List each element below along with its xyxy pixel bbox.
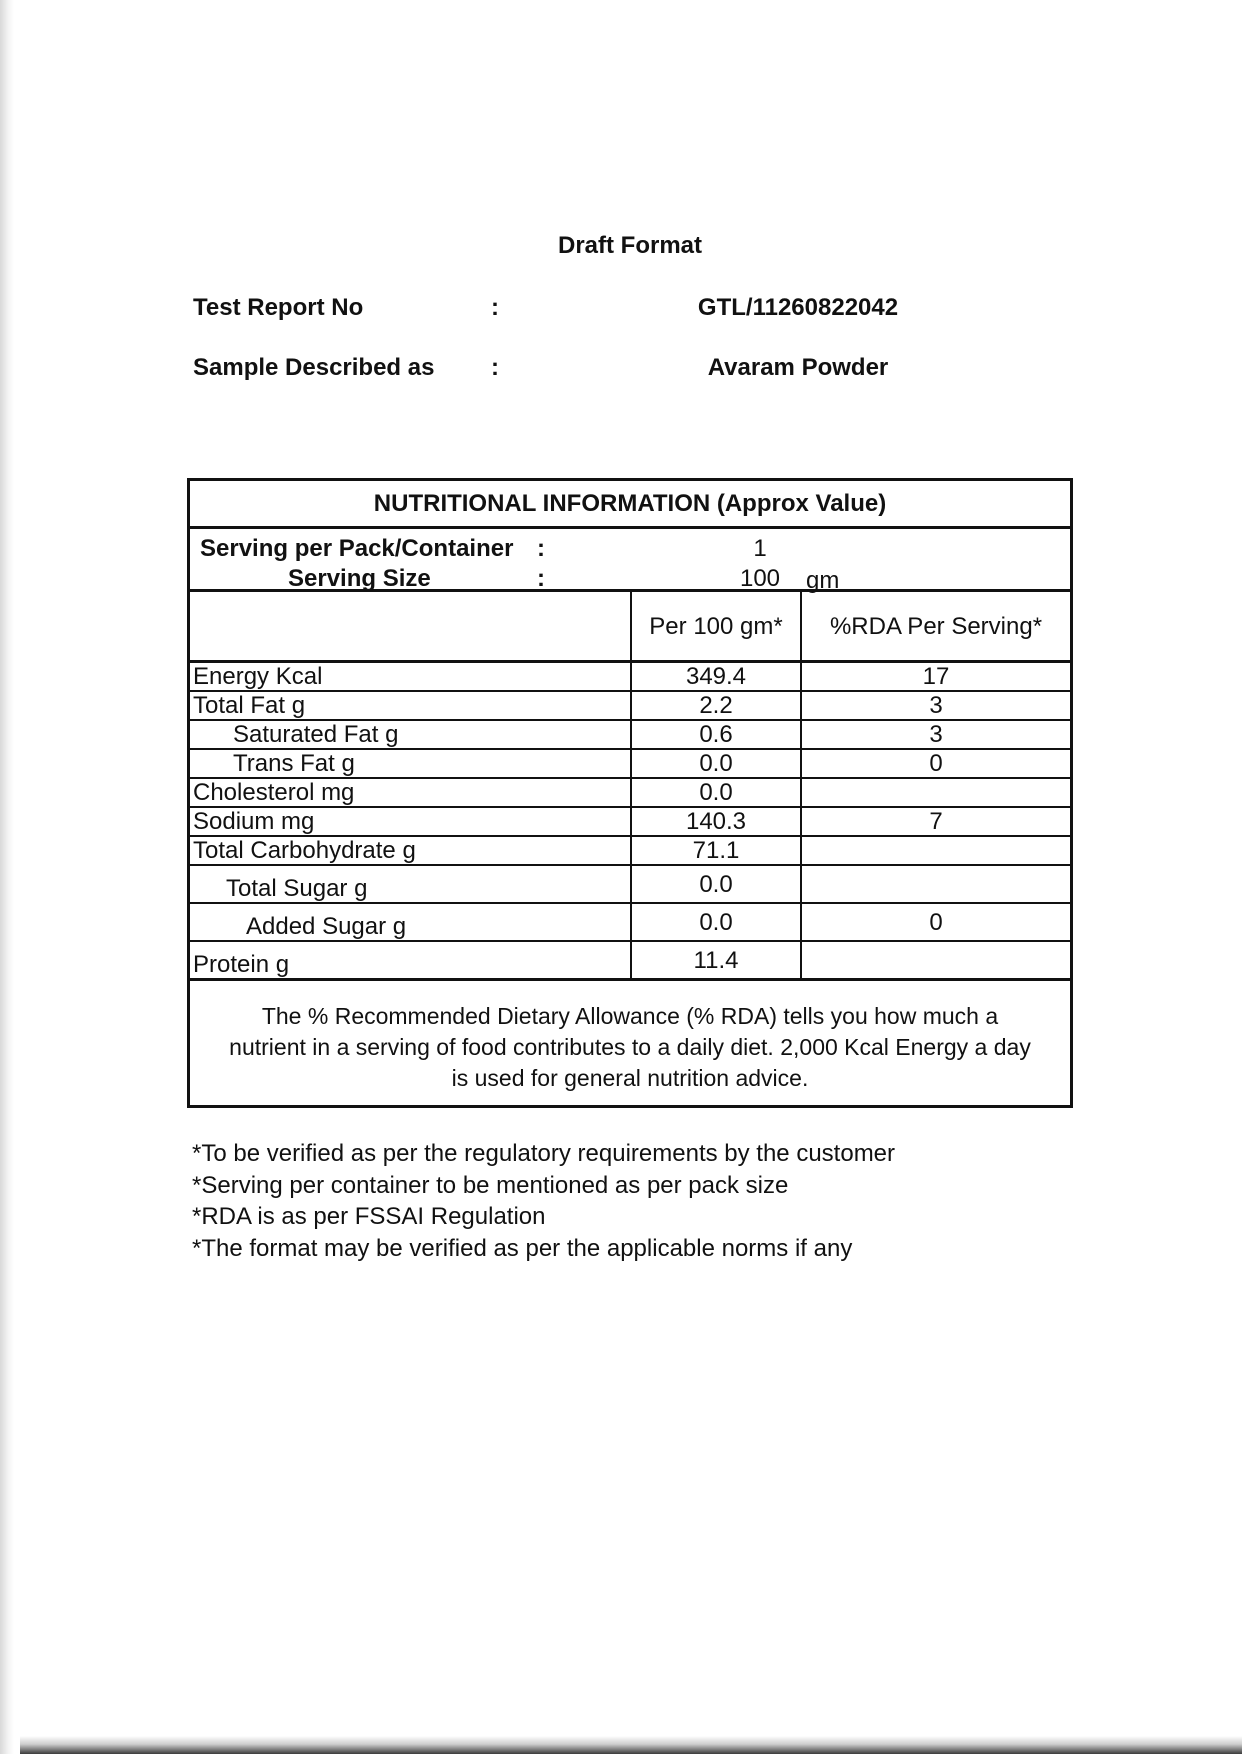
column-header-rda: %RDA Per Serving* — [801, 592, 1070, 662]
nutrient-per100: 71.1 — [631, 836, 801, 865]
nutrient-per100: 140.3 — [631, 807, 801, 836]
rda-note-line: The % Recommended Dietary Allowance (% RDA) tells you how much a — [261, 1003, 999, 1029]
nutrient-rda: 3 — [801, 691, 1070, 720]
nutrition-information-box — [187, 478, 1073, 1108]
nutrient-name: Total Sugar g — [226, 875, 368, 902]
serving-size-label: Serving Size — [288, 565, 431, 592]
serving-size-value: 100 — [739, 565, 781, 592]
nutrient-per100: 2.2 — [631, 691, 801, 720]
nutrient-name: Sodium mg — [193, 808, 315, 835]
nutrient-rda — [801, 865, 1070, 903]
table-row — [190, 749, 1070, 778]
nutrient-per100: 0.0 — [631, 778, 801, 807]
nutrient-rda — [801, 941, 1070, 980]
rda-note-line: is used for general nutrition advice. — [451, 1065, 809, 1091]
serving-size-separator: : — [537, 565, 545, 592]
table-row — [190, 662, 1070, 692]
nutrient-per100: 0.0 — [631, 865, 801, 903]
nutrition-title: NUTRITIONAL INFORMATION (Approx Value) — [190, 481, 1070, 529]
nutrient-per100: 11.4 — [631, 941, 801, 980]
test-report-separator: : — [491, 294, 499, 321]
nutrition-table — [190, 592, 1070, 981]
nutrient-rda — [801, 836, 1070, 865]
nutrient-per100: 0.6 — [631, 720, 801, 749]
nutrient-rda: 0 — [801, 749, 1070, 778]
nutrient-name: Trans Fat g — [233, 750, 355, 777]
test-report-label: Test Report No — [193, 294, 364, 321]
serving-per-pack-separator: : — [537, 535, 545, 562]
table-row — [190, 941, 1070, 980]
nutrient-rda — [801, 778, 1070, 807]
footnote-item: *Serving per container to be mentioned as per pack size — [192, 1171, 789, 1199]
nutrient-per100: 349.4 — [631, 662, 801, 692]
nutrient-name: Cholesterol mg — [193, 779, 355, 806]
nutrient-name: Protein g — [193, 951, 290, 978]
sample-description-separator: : — [491, 354, 499, 381]
nutrient-rda: 17 — [801, 662, 1070, 692]
nutrient-name: Total Fat g — [193, 692, 306, 719]
table-row — [190, 720, 1070, 749]
rda-explanation-note — [190, 1001, 1070, 1094]
serving-info — [190, 529, 1070, 592]
nutrient-rda: 7 — [801, 807, 1070, 836]
nutrient-per100: 0.0 — [631, 903, 801, 941]
scan-edge-left — [0, 0, 14, 1754]
rda-note-line: nutrient in a serving of food contributes to a daily diet. 2,000 Kcal Energy a day — [229, 1034, 1031, 1060]
table-row — [190, 807, 1070, 836]
table-header-row — [190, 592, 1070, 662]
sample-description-value: Avaram Powder — [707, 354, 889, 381]
serving-per-pack-value: 1 — [753, 535, 767, 562]
footnote-item: *The format may be verified as per the applicable norms if any — [192, 1234, 853, 1262]
footnote-item: *RDA is as per FSSAI Regulation — [192, 1203, 546, 1230]
table-row — [190, 778, 1070, 807]
column-header-per-100: Per 100 gm* — [631, 592, 801, 662]
table-row — [190, 836, 1070, 865]
table-row — [190, 903, 1070, 941]
nutrient-name: Saturated Fat g — [233, 721, 399, 748]
test-report-row — [193, 294, 1053, 326]
test-report-value: GTL/11260822042 — [697, 294, 899, 321]
table-row — [190, 865, 1070, 903]
nutrient-name: Energy Kcal — [193, 663, 323, 690]
scan-edge-bottom — [20, 1736, 1242, 1754]
nutrient-rda: 3 — [801, 720, 1070, 749]
footnotes — [192, 1138, 895, 1264]
nutrient-name: Added Sugar g — [246, 913, 407, 940]
sample-description-label: Sample Described as — [193, 354, 435, 381]
footnote-item: *To be verified as per the regulatory requirements by the customer — [192, 1140, 896, 1167]
table-row — [190, 691, 1070, 720]
serving-size-unit: gm — [806, 567, 840, 594]
sample-description-row — [193, 354, 1053, 386]
nutrient-rda: 0 — [801, 903, 1070, 941]
nutrient-per100: 0.0 — [631, 749, 801, 778]
column-header-nutrient — [190, 592, 631, 662]
nutrient-name: Total Carbohydrate g — [193, 837, 416, 864]
document-title: Draft Format — [557, 232, 702, 259]
serving-per-pack-label: Serving per Pack/Container — [200, 535, 514, 562]
